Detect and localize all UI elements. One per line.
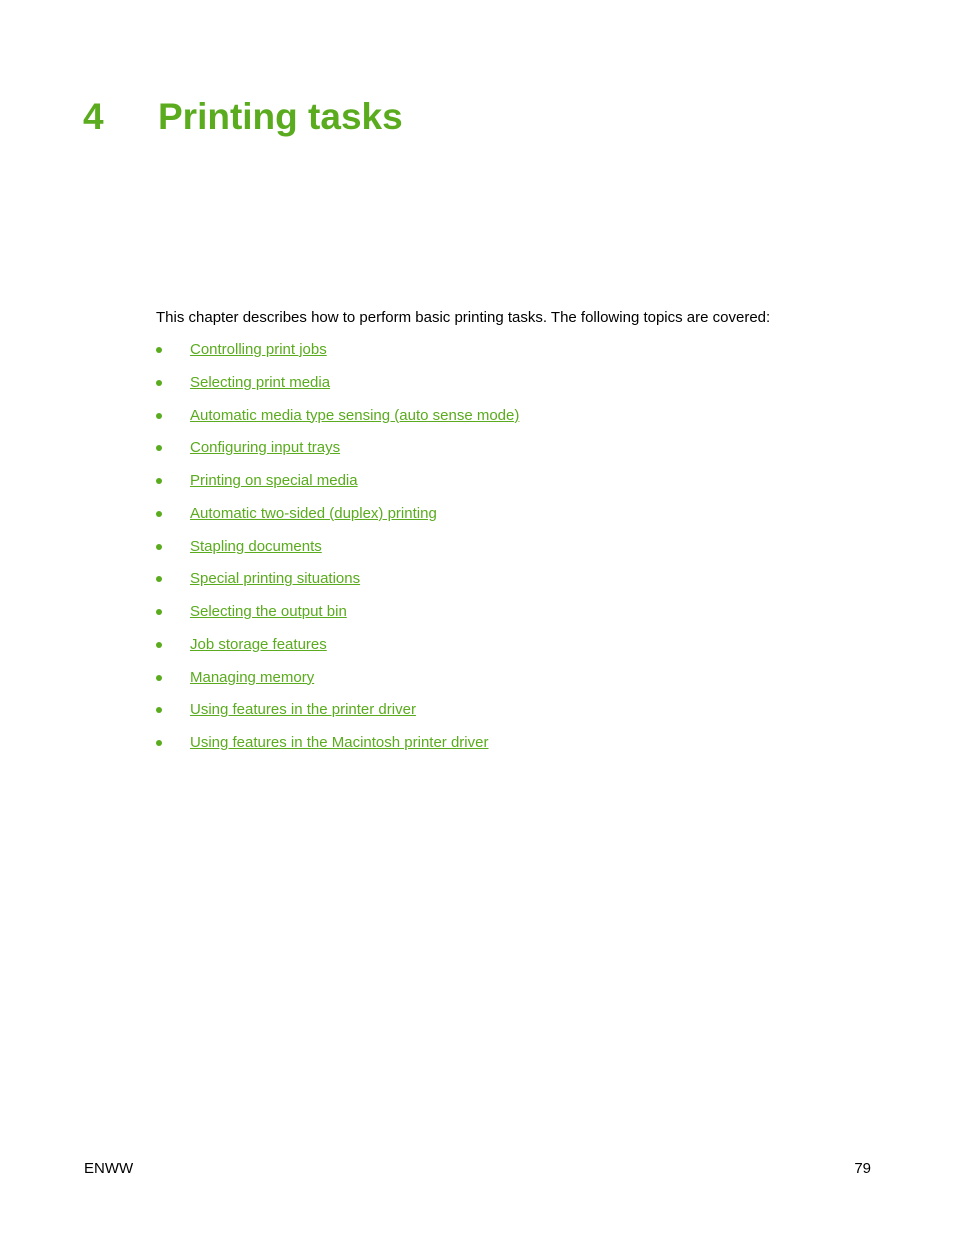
chapter-number: 4 [83,96,104,137]
topic-link-auto-sense-mode[interactable]: Automatic media type sensing (auto sense mode) [190,406,520,424]
topic-link-configuring-input-trays[interactable]: Configuring input trays [190,439,341,457]
list-item [156,569,856,602]
bullet-icon [156,740,162,746]
list-item [156,340,856,373]
bullet-icon [156,478,162,484]
bullet-icon [156,707,162,713]
topic-link-printing-on-special-media[interactable]: Printing on special media [190,472,358,489]
bullet-icon [156,609,162,615]
bullet-icon [156,511,162,517]
page-number: 79 [854,1160,871,1177]
list-item [156,406,856,439]
bullet-icon [156,576,162,582]
topic-list [156,340,856,766]
bullet-icon [156,347,162,353]
list-item [156,504,856,537]
list-item [156,471,856,504]
intro-paragraph: This chapter describes how to perform basic printing tasks. The following topics are covered: [156,309,771,326]
topic-link-macintosh-driver-features[interactable]: Using features in the Macintosh printer driver [190,734,489,751]
topic-link-selecting-output-bin[interactable]: Selecting the output bin [190,603,347,620]
list-item [156,373,856,406]
bullet-icon [156,413,162,419]
chapter-title: Printing tasks [158,96,403,137]
topic-link-special-printing-situations[interactable]: Special printing situations [190,570,361,588]
topic-link-selecting-print-media[interactable]: Selecting print media [190,373,331,391]
footer-left-label: ENWW [84,1160,134,1177]
bullet-icon [156,380,162,386]
topic-link-stapling-documents[interactable]: Stapling documents [190,537,322,555]
list-item [156,668,856,701]
bullet-icon [156,445,162,451]
list-item [156,438,856,471]
list-item [156,602,856,635]
topic-link-duplex-printing[interactable]: Automatic two-sided (duplex) printing [190,504,437,522]
bullet-icon [156,642,162,648]
list-item [156,700,856,733]
topic-link-job-storage-features[interactable]: Job storage features [190,635,327,653]
list-item [156,733,856,766]
list-item [156,635,856,668]
topic-link-controlling-print-jobs[interactable]: Controlling print jobs [190,341,327,358]
chapter-heading [83,95,403,139]
topic-link-managing-memory[interactable]: Managing memory [190,668,315,686]
bullet-icon [156,675,162,681]
topic-link-printer-driver-features[interactable]: Using features in the printer driver [190,701,416,719]
list-item [156,537,856,570]
bullet-icon [156,544,162,550]
